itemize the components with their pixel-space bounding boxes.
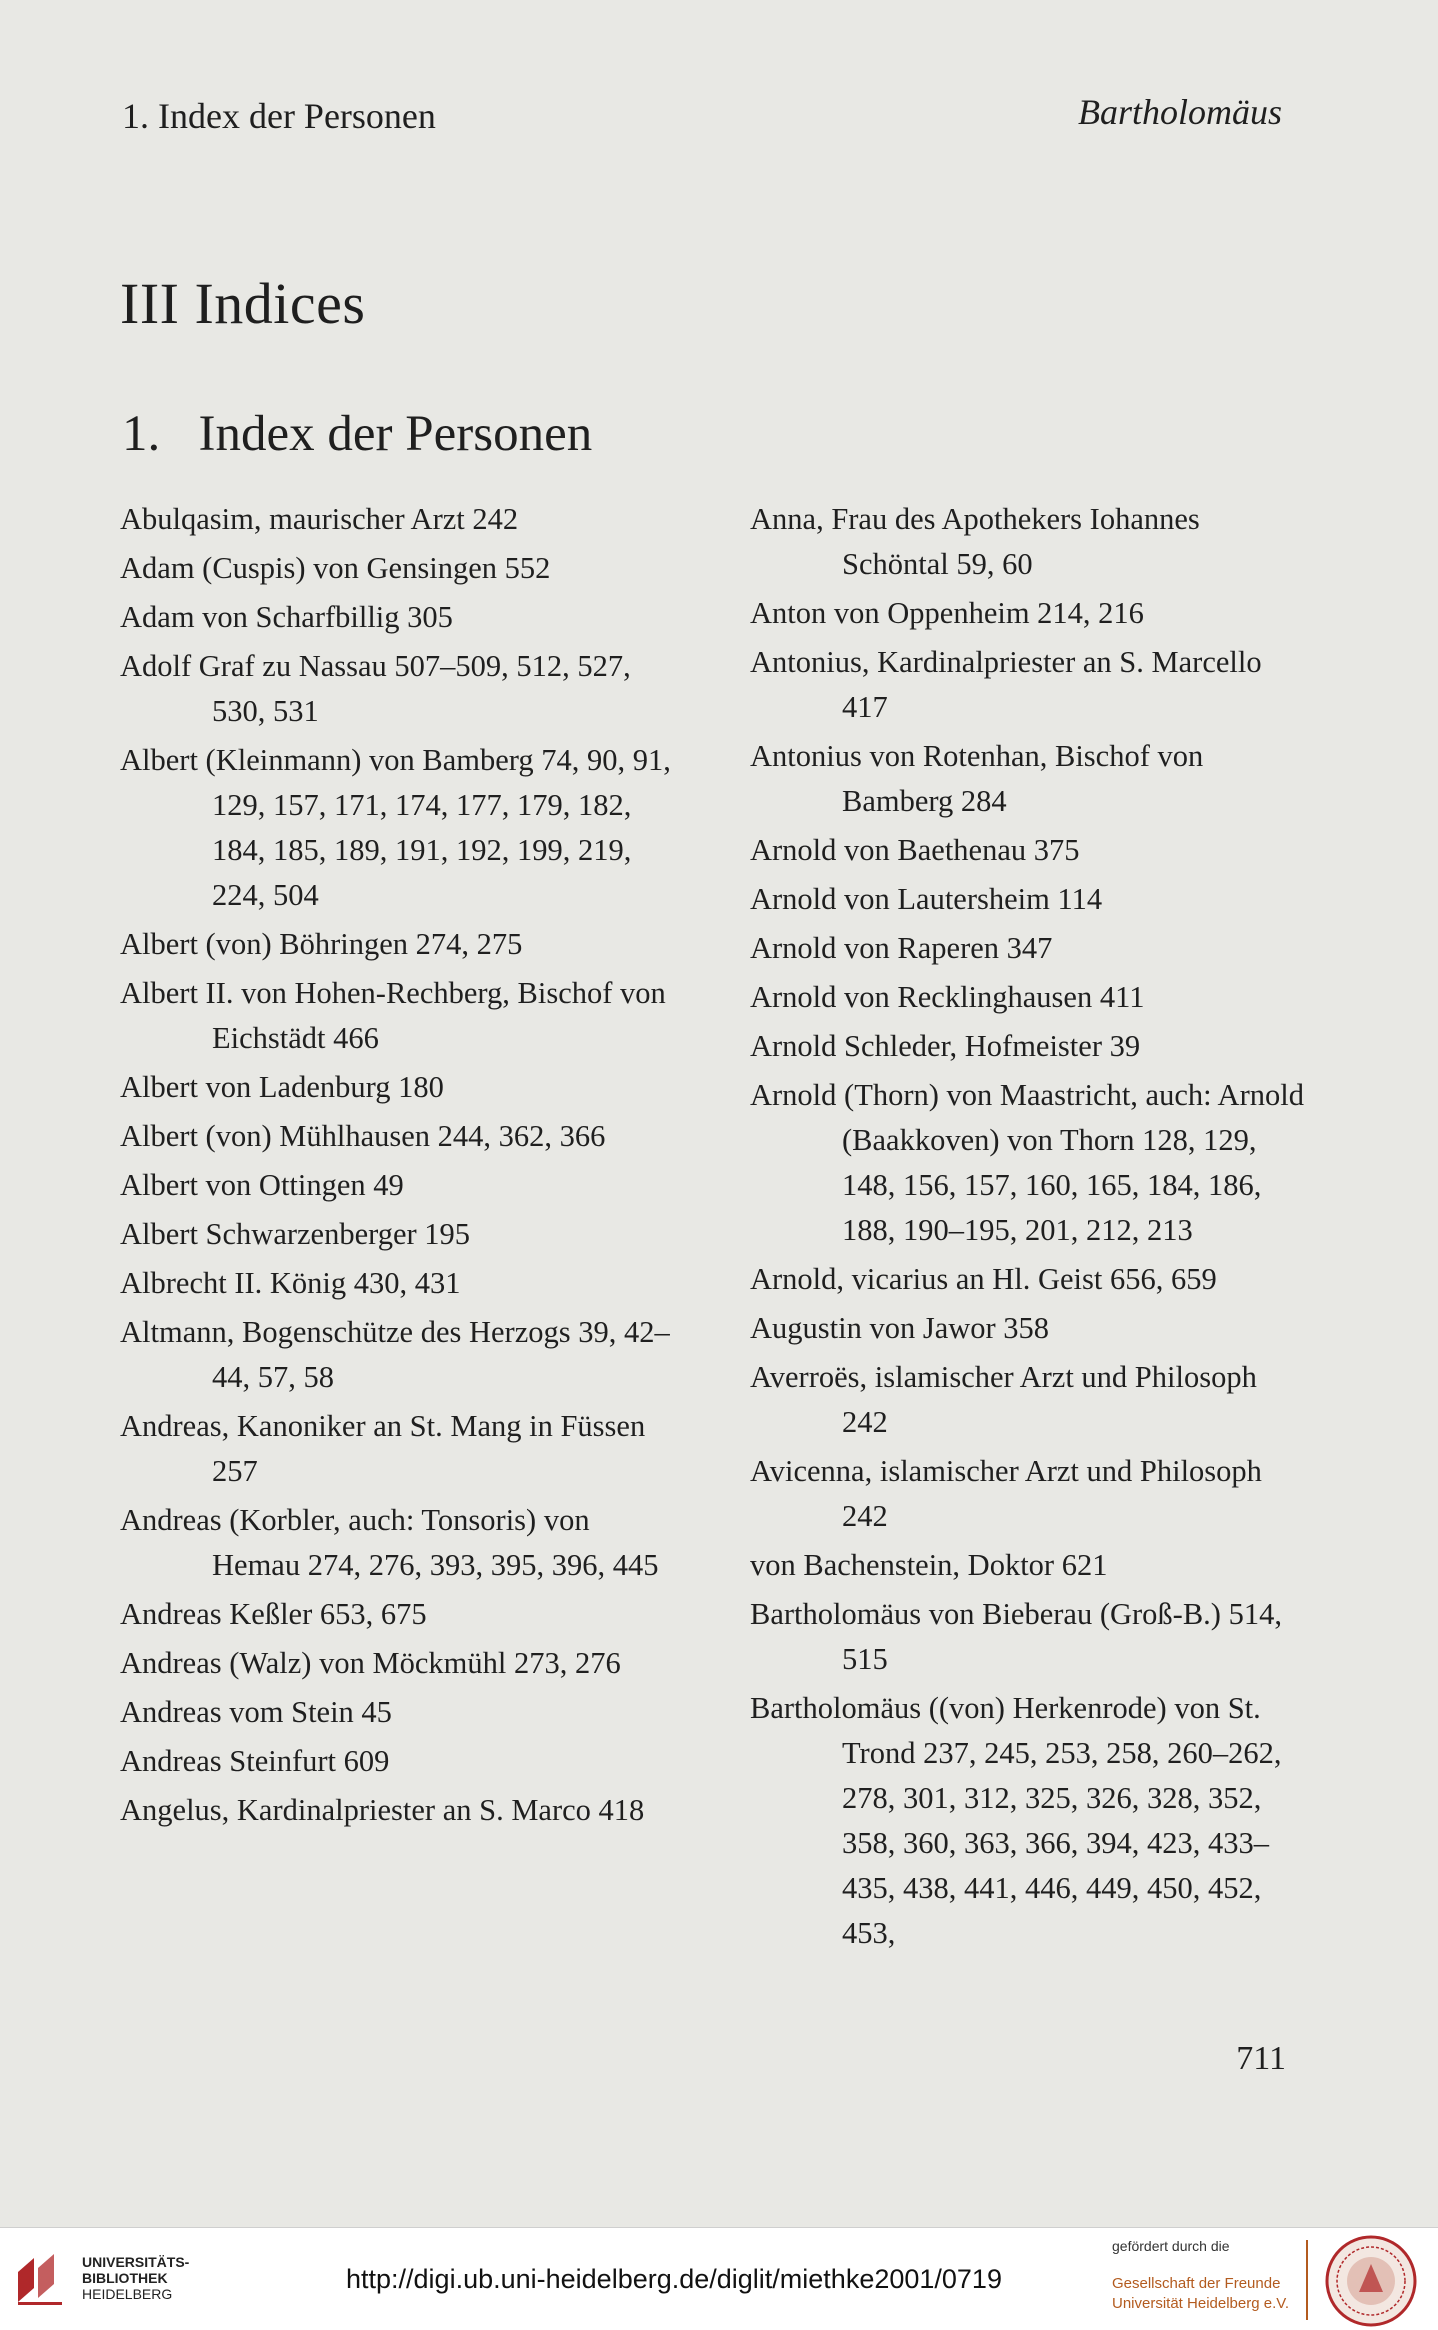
index-entry: Albert von Ottingen 49 [120,1168,404,1202]
index-entry: Arnold von Lautersheim 114 [750,882,1103,916]
index-entry: Albert Schwarzenberger 195 [120,1217,471,1251]
index-entry: Adam (Cuspis) von Gensingen 552 [120,551,551,585]
index-entry: Angelus, Kardinalpriester an S. Marco 418 [120,1793,645,1827]
index-entry: Arnold Schleder, Hofmeister 39 [750,1029,1141,1063]
index-entry: Andreas (Korbler, auch: Tonsoris) von Hemau 274, 276, 393, 395, 396, 445 [120,1503,659,1582]
index-entry: Antonius, Kardinalpriester an S. Marcello 417 [750,645,1262,724]
university-seal-icon [1324,2234,1418,2328]
index-entry: Arnold, vicarius an Hl. Geist 656, 659 [750,1262,1217,1296]
index-entry: Arnold von Baethenau 375 [750,833,1080,867]
index-entry: Andreas (Walz) von Möckmühl 273, 276 [120,1646,621,1680]
running-head-left: 1. Index der Personen [122,96,436,136]
sponsor-lead: gefördert durch die [1112,2238,1230,2254]
library-name[interactable]: UNIVERSITÄTS- BIBLIOTHEK HEIDELBERG [82,2254,190,2302]
index-entry: Anton von Oppenheim 214, 216 [750,596,1144,630]
index-entry: Albert (von) Mühlhausen 244, 362, 366 [120,1119,606,1153]
part-title: III Indices [120,271,366,336]
index-entry: Andreas, Kanoniker an St. Mang in Füssen 257 [120,1409,646,1488]
index-entry: Andreas Keßler 653, 675 [120,1597,427,1631]
index-entry: von Bachenstein, Doktor 621 [750,1548,1108,1582]
viewer-footer [0,2227,1438,2330]
index-entry: Arnold von Raperen 347 [750,931,1053,965]
index-entry: Adolf Graf zu Nassau 507–509, 512, 527, 530, 531 [120,649,631,728]
index-entry: Augustin von Jawor 358 [750,1311,1050,1345]
index-entry: Altmann, Bogenschütze des Herzogs 39, 42–44, 57, 58 [120,1315,670,1394]
index-entry: Avicenna, islamischer Arzt und Philosoph 242 [750,1454,1262,1533]
index-entry: Averroës, islamischer Arzt und Philosoph 242 [750,1360,1257,1439]
ub-logo-icon[interactable] [14,2250,68,2306]
index-entry: Albert von Ladenburg 180 [120,1070,444,1104]
index-entry: Adam von Scharfbillig 305 [120,600,453,634]
index-entry: Andreas Steinfurt 609 [120,1744,390,1778]
index-entry: Abulqasim, maurischer Arzt 242 [120,502,519,536]
permalink-url[interactable]: http://digi.ub.uni-heidelberg.de/diglit/miethke2001/0719 [346,2264,1002,2294]
index-column-right [750,497,1310,1960]
index-entry: Albrecht II. König 430, 431 [120,1266,461,1300]
running-head-right: Bartholomäus [1077,92,1282,132]
index-entry: Andreas vom Stein 45 [120,1695,392,1729]
index-column-left [120,497,680,1837]
index-entry: Bartholomäus von Bieberau (Groß-B.) 514, 515 [750,1597,1282,1676]
index-entry: Albert II. von Hohen-Rechberg, Bischof von Eichstädt 466 [120,976,666,1055]
index-entry: Antonius von Rotenhan, Bischof von Bamberg 284 [750,739,1204,818]
page-number: 711 [1236,2040,1286,2077]
index-entry: Albert (Kleinmann) von Bamberg 74, 90, 91, 129, 157, 171, 174, 177, 179, 182, 184, 185, 189, 191, 192, 199, 219, 224, 504 [120,743,671,912]
section-title: 1. Index der Personen [122,406,593,462]
index-entry: Bartholomäus ((von) Herkenrode) von St. Trond 237, 245, 253, 258, 260–262, 278, 301, 312, 325, 326, 328, 352, 358, 360, 363, 366, 394, 423, 433–435, 438, 441, 446, 449, 450, 452, 453, [750,1691,1282,1950]
index-entry: Anna, Frau des Apothekers Iohannes Schöntal 59, 60 [750,502,1200,581]
sponsor-name[interactable]: Gesellschaft der Freunde Universität Heidelberg e.V. [1112,2275,1290,2312]
index-entry: Arnold von Recklinghausen 411 [750,980,1145,1014]
index-entry: Arnold (Thorn) von Maastricht, auch: Arnold (Baakkoven) von Thorn 128, 129, 148, 156, 157, 160, 165, 184, 186, 188, 190–195, 201, 212, 213 [750,1078,1304,1247]
sponsor-divider [1306,2240,1308,2320]
index-entry: Albert (von) Böhringen 274, 275 [120,927,523,961]
